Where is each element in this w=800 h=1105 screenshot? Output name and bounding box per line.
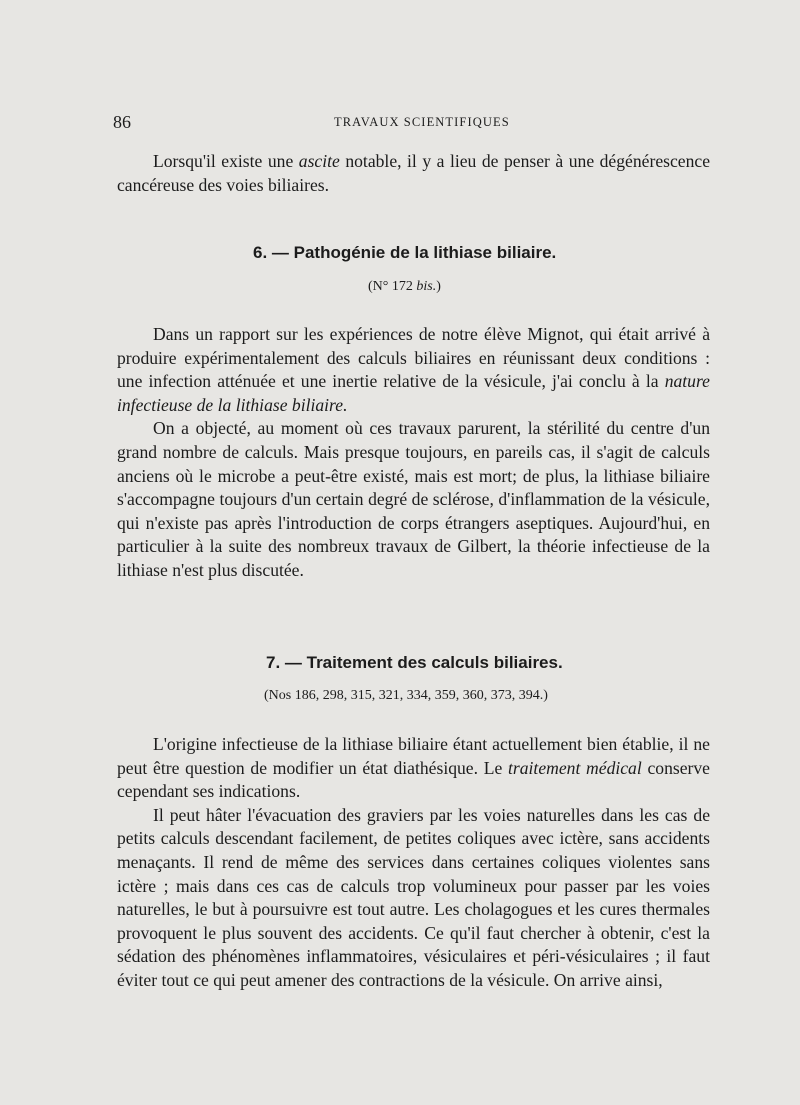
emphasis-traitement-medical: traitement médical [508,757,642,778]
section-7-heading: 7. — Traitement des calculs biliaires. [266,653,563,672]
section-6-heading: 6. — Pathogénie de la lithiase biliaire. [253,243,557,262]
section-6-reference: (N° 172 bis.) [368,279,441,294]
emphasis-ascite: ascite [298,151,340,171]
section-6-body [117,323,710,583]
running-head [0,112,800,136]
intro-paragraph-block [117,150,710,197]
page-number: 86 [113,112,131,132]
intro-paragraph: Lorsqu'il existe une ascite notable, il y a lieu de penser à une dégénérescence cancéreuse des voies biliaires. [117,151,711,195]
section-7-body [117,733,710,993]
section-6-paragraph-1: Dans un rapport sur les expériences de notre élève Mignot, qui était arrivé à produire expérimentalement des calculs biliaires en réunissant deux conditions : une infection atténuée et une inertie relative de la vésicule, j'ai conclu à la nature infectieuse de la lithiase biliaire. [117,324,710,415]
section-7-reference: (Nos 186, 298, 315, 321, 334, 359, 360, 373, 394.) [264,688,548,703]
section-7-paragraph-2: Il peut hâter l'évacuation des graviers par les voies naturelles dans les cas de petits calculs descendant facilement, de petites coliques avec ictère, sans accidents menaçants. Il rend de même des services dans certaines coliques violentes sans ictère ; mais dans ces cas de calculs trop volumineux pour passer par les voies naturelles, le but à poursuivre est tout autre. Les cholagogues et les cures thermales provoquent le plus souvent des accidents. Ce qu'il faut chercher à obtenir, c'est la sédation des phénomènes inflammatoires, vésiculaires et péri-vésiculaires ; il faut éviter tout ce qui peut amener des contractions de la vésicule. On arrive ainsi, [117,804,710,990]
running-title: TRAVAUX SCIENTIFIQUES [334,115,510,129]
emphasis-nature-infectieuse: nature infectieuse de la lithiase biliaire. [117,371,710,415]
section-6-paragraph-2: On a objecté, au moment où ces travaux parurent, la stérilité du centre d'un grand nombre de calculs. Mais presque toujours, en pareils cas, il s'agit de calculs anciens où le microbe a peut-être existé, mais est mort; de plus, la lithiase biliaire s'accompagne toujours d'un certain degré de sclérose, d'inflammation de la vésicule, qui n'existe pas après l'introduction de corps étrangers aseptiques. Aujourd'hui, en particulier à la suite des nombreux travaux de Gilbert, la théorie infectieuse de la lithiase n'est plus discutée. [117,418,710,580]
section-7-paragraph-1: L'origine infectieuse de la lithiase biliaire étant actuellement bien établie, il ne peut être question de modifier un état diathésique. Le traitement médical conserve cependant ses indications. [117,734,710,802]
